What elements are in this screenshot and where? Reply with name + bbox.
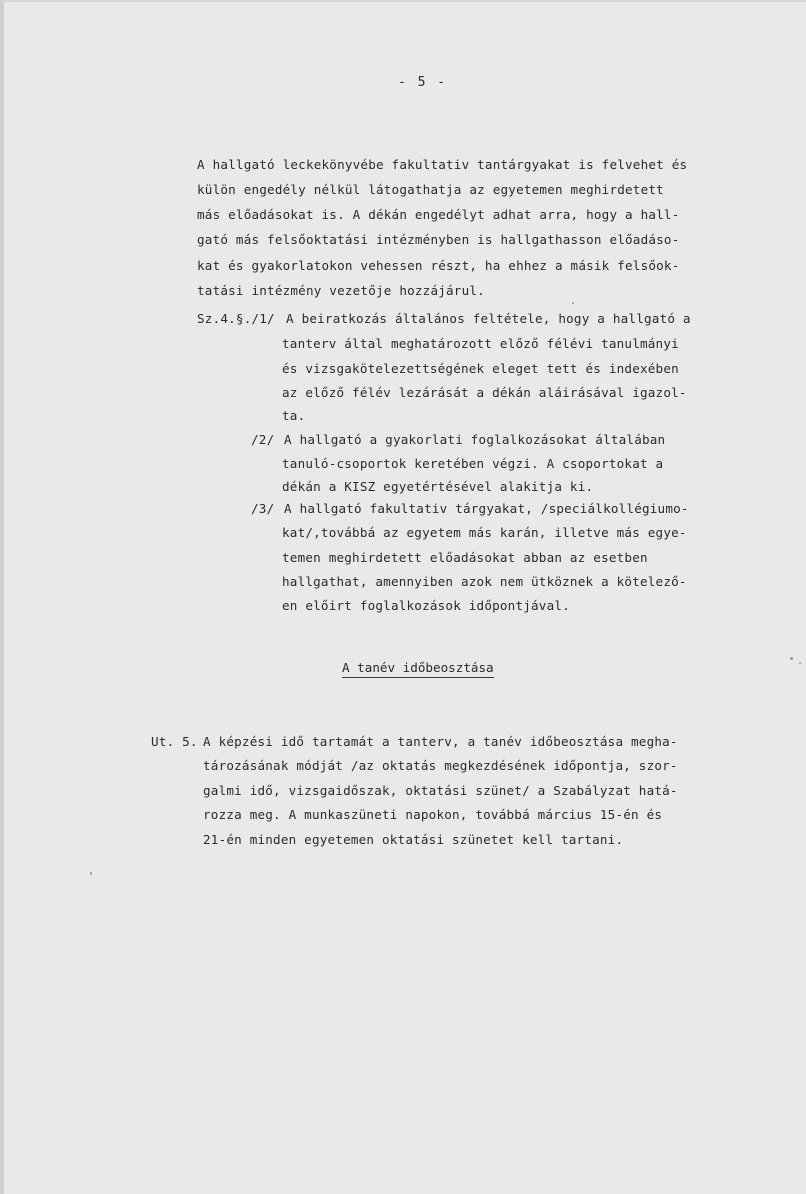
text-line: gató más felsőoktatási intézményben is hallgathasson előadáso- <box>197 232 680 247</box>
scan-speck <box>799 662 801 664</box>
text-line: A hallgató a gyakorlati foglalkozásokat általában <box>284 432 666 447</box>
text-line: A hallgató fakultativ tárgyakat, /speciálkollégiumo- <box>284 501 689 516</box>
text-line: más előadásokat is. A dékán engedélyt adhat arra, hogy a hall- <box>197 207 680 222</box>
text-line: külön engedély nélkül látogathatja az egyetemen meghirdetett <box>197 182 664 197</box>
text-line: A beiratkozás általános feltétele, hogy a hallgató a <box>286 311 691 326</box>
text-line: temen meghirdetett előadásokat abban az esetben <box>282 550 648 565</box>
subsection-label: /3/ <box>251 501 275 516</box>
text-line: rozza meg. A munkaszüneti napokon, továbbá március 15-én és <box>203 807 663 822</box>
text-line: kat/,továbbá az egyetem más karán, illetve más egye- <box>282 525 687 540</box>
page-number: - 5 - <box>398 75 448 90</box>
text-line: tatási intézmény vezetője hozzájárul. <box>197 283 485 298</box>
subsection-label: /2/ <box>251 432 275 447</box>
text-line: dékán a KISZ egyetértésével alakitja ki. <box>282 479 594 494</box>
text-line: tározásának módját /az oktatás megkezdésének időpontja, szor- <box>203 758 678 773</box>
scan-speck <box>90 872 92 875</box>
text-line: 21-én minden egyetemen oktatási szünetet kell tartani. <box>203 832 624 847</box>
section-label: Sz.4.§./1/ <box>197 311 275 326</box>
text-line: és vizsgakötelezettségének eleget tett és indexében <box>282 361 679 376</box>
section-label: Ut. 5. <box>151 734 198 749</box>
scan-speck <box>572 302 574 304</box>
text-line: A képzési idő tartamát a tanterv, a tanév időbeosztása megha- <box>203 734 678 749</box>
text-line: kat és gyakorlatokon vehessen részt, ha ehhez a másik felsőok- <box>197 258 680 273</box>
text-line: az előző félév lezárását a dékán aláirásával igazol- <box>282 385 687 400</box>
text-line: A hallgató leckekönyvébe fakultativ tantárgyakat is felvehet és <box>197 157 688 172</box>
text-line: tanterv által meghatározott előző félévi tanulmányi <box>282 336 679 351</box>
text-line: galmi idő, vizsgaidőszak, oktatási szünet/ a Szabályzat hatá- <box>203 783 678 798</box>
text-line: ta. <box>282 408 306 423</box>
text-line: en előirt foglalkozások időpontjával. <box>282 598 570 613</box>
text-line: tanuló-csoportok keretében végzi. A csoportokat a <box>282 456 664 471</box>
text-line: hallgathat, amennyiben azok nem ütköznek a kötelező- <box>282 574 687 589</box>
section-heading: A tanév időbeosztása <box>342 660 494 678</box>
scan-speck <box>790 657 793 660</box>
